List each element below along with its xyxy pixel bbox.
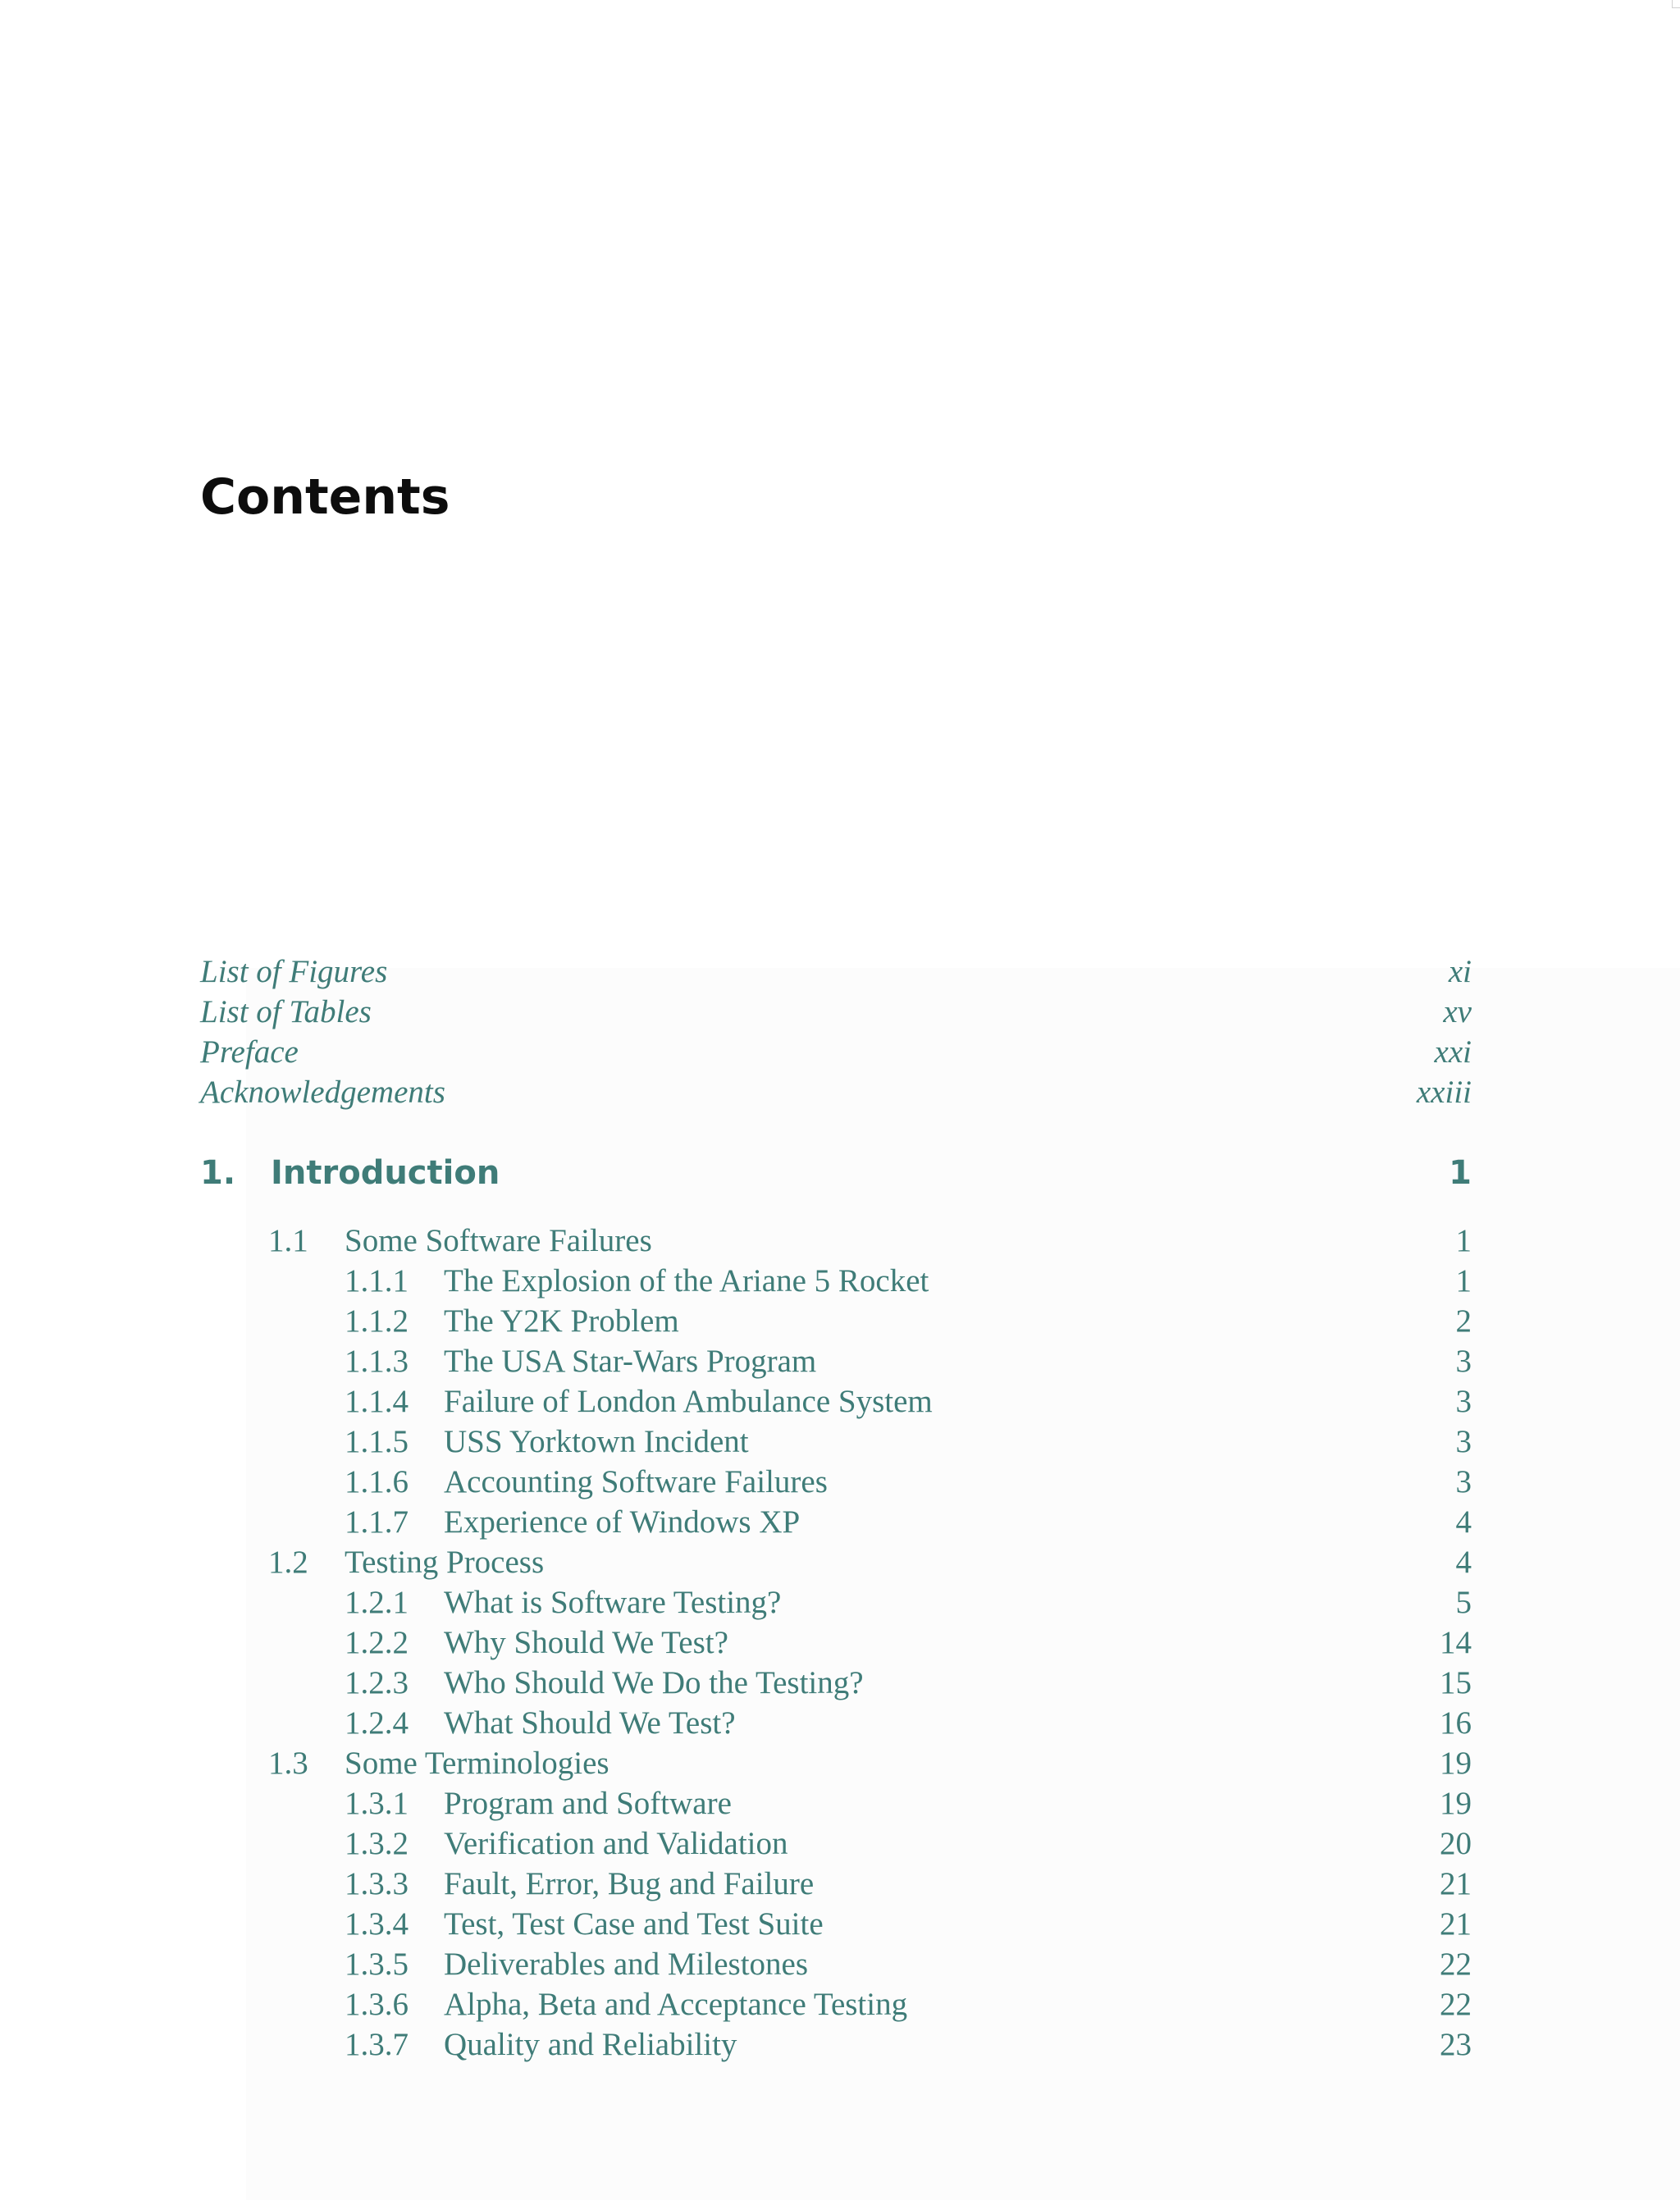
entry-title: Preface xyxy=(200,1034,299,1070)
entry-title: What is Software Testing? xyxy=(444,1585,782,1620)
subsection-entry[interactable] xyxy=(0,1261,1680,1301)
chapter-entry[interactable] xyxy=(0,1150,1680,1190)
subsection-entry[interactable] xyxy=(0,1582,1680,1623)
entry-number: 1.3.1 xyxy=(345,1786,409,1821)
entry-page: 22 xyxy=(1440,1987,1472,2022)
entry-title: USS Yorktown Incident xyxy=(444,1424,749,1459)
entry-page: 16 xyxy=(1440,1705,1472,1741)
entry-page: 2 xyxy=(1455,1303,1472,1339)
entry-number: 1.2.1 xyxy=(345,1585,409,1620)
entry-number: 1.1.3 xyxy=(345,1344,409,1379)
subsection-entry[interactable] xyxy=(0,1944,1680,1984)
section-entry[interactable] xyxy=(0,1743,1680,1783)
entry-page: xi xyxy=(1448,954,1472,989)
entry-page: 23 xyxy=(1440,2027,1472,2062)
subsection-entry[interactable] xyxy=(0,1502,1680,1542)
front-matter-entry[interactable] xyxy=(0,1072,1680,1112)
entry-title: Program and Software xyxy=(444,1786,732,1821)
entry-page: 22 xyxy=(1440,1947,1472,1982)
chapter-title: Introduction xyxy=(271,1154,500,1192)
chapter-page: 1 xyxy=(1449,1154,1472,1192)
entry-number: 1.1.6 xyxy=(345,1464,409,1499)
entry-number: 1.1.5 xyxy=(345,1424,409,1459)
entry-number: 1.2.3 xyxy=(345,1665,409,1700)
subsection-entry[interactable] xyxy=(0,1663,1680,1703)
subsection-entry[interactable] xyxy=(0,1462,1680,1502)
subsection-entry[interactable] xyxy=(0,1381,1680,1422)
entry-page: 15 xyxy=(1440,1665,1472,1700)
subsection-entry[interactable] xyxy=(0,1301,1680,1341)
entry-title: The USA Star-Wars Program xyxy=(444,1344,817,1379)
entry-number: 1.3.4 xyxy=(345,1906,409,1942)
entry-page: 19 xyxy=(1440,1746,1472,1781)
entry-title: Test, Test Case and Test Suite xyxy=(444,1906,824,1942)
entry-page: xv xyxy=(1443,994,1472,1029)
entry-page: 3 xyxy=(1455,1384,1472,1419)
entry-page: 3 xyxy=(1455,1464,1472,1499)
subsection-entry[interactable] xyxy=(0,1823,1680,1864)
entry-number: 1.2.4 xyxy=(345,1705,409,1741)
entry-title: What Should We Test? xyxy=(444,1705,736,1741)
entry-page: 3 xyxy=(1455,1344,1472,1379)
entry-number: 1.3.7 xyxy=(345,2027,409,2062)
entry-number: 1.1.2 xyxy=(345,1303,409,1339)
entry-title: List of Tables xyxy=(200,994,372,1029)
entry-page: 5 xyxy=(1455,1585,1472,1620)
entry-page: 19 xyxy=(1440,1786,1472,1821)
section-entry[interactable] xyxy=(0,1221,1680,1261)
entry-title: Some Terminologies xyxy=(345,1746,609,1781)
subsection-entry[interactable] xyxy=(0,1623,1680,1663)
subsection-entry[interactable] xyxy=(0,1783,1680,1823)
front-matter-entry[interactable] xyxy=(0,992,1680,1032)
entry-page: 3 xyxy=(1455,1424,1472,1459)
entry-number: 1.3 xyxy=(268,1746,308,1781)
entry-page: 20 xyxy=(1440,1826,1472,1861)
entry-page: xxiii xyxy=(1416,1075,1472,1110)
entry-number: 1.1 xyxy=(268,1223,308,1258)
entry-title: Failure of London Ambulance System xyxy=(444,1384,933,1419)
entry-title: Accounting Software Failures xyxy=(444,1464,828,1499)
entry-number: 1.3.2 xyxy=(345,1826,409,1861)
entry-title: List of Figures xyxy=(200,954,388,989)
entry-number: 1.1.1 xyxy=(345,1263,409,1299)
entry-number: 1.2 xyxy=(268,1545,308,1580)
entry-number: 1.3.5 xyxy=(345,1947,409,1982)
entry-number: 1.3.6 xyxy=(345,1987,409,2022)
page-title: Contents xyxy=(200,468,450,526)
subsection-entry[interactable] xyxy=(0,1904,1680,1944)
subsection-entry[interactable] xyxy=(0,2024,1680,2065)
subsection-entry[interactable] xyxy=(0,1703,1680,1743)
entry-title: Why Should We Test? xyxy=(444,1625,728,1660)
entry-number: 1.2.2 xyxy=(345,1625,409,1660)
entry-page: xxi xyxy=(1434,1034,1472,1070)
entry-title: The Y2K Problem xyxy=(444,1303,679,1339)
entry-title: Experience of Windows XP xyxy=(444,1504,801,1540)
subsection-entry[interactable] xyxy=(0,1864,1680,1904)
entry-title: The Explosion of the Ariane 5 Rocket xyxy=(444,1263,929,1299)
entry-title: Alpha, Beta and Acceptance Testing xyxy=(444,1987,908,2022)
front-matter-entry[interactable] xyxy=(0,952,1680,992)
entry-title: Quality and Reliability xyxy=(444,2027,737,2062)
entry-title: Some Software Failures xyxy=(345,1223,652,1258)
entry-title: Acknowledgements xyxy=(200,1075,445,1110)
entry-title: Fault, Error, Bug and Failure xyxy=(444,1866,815,1901)
front-matter-entry[interactable] xyxy=(0,1032,1680,1072)
subsection-entry[interactable] xyxy=(0,1422,1680,1462)
crop-mark xyxy=(1672,0,1680,8)
entry-number: 1.1.4 xyxy=(345,1384,409,1419)
entry-page: 1 xyxy=(1455,1223,1472,1258)
section-entry[interactable] xyxy=(0,1542,1680,1582)
entry-title: Testing Process xyxy=(345,1545,545,1580)
entry-title: Verification and Validation xyxy=(444,1826,788,1861)
entry-number: 1.3.3 xyxy=(345,1866,409,1901)
entry-page: 4 xyxy=(1455,1545,1472,1580)
entry-title: Who Should We Do the Testing? xyxy=(444,1665,864,1700)
entry-page: 21 xyxy=(1440,1866,1472,1901)
entry-page: 14 xyxy=(1440,1625,1472,1660)
subsection-entry[interactable] xyxy=(0,1341,1680,1381)
subsection-entry[interactable] xyxy=(0,1984,1680,2024)
entry-number: 1.1.7 xyxy=(345,1504,409,1540)
entry-page: 1 xyxy=(1455,1263,1472,1299)
chapter-number: 1. xyxy=(200,1154,236,1192)
entry-title: Deliverables and Milestones xyxy=(444,1947,809,1982)
entry-page: 21 xyxy=(1440,1906,1472,1942)
entry-page: 4 xyxy=(1455,1504,1472,1540)
